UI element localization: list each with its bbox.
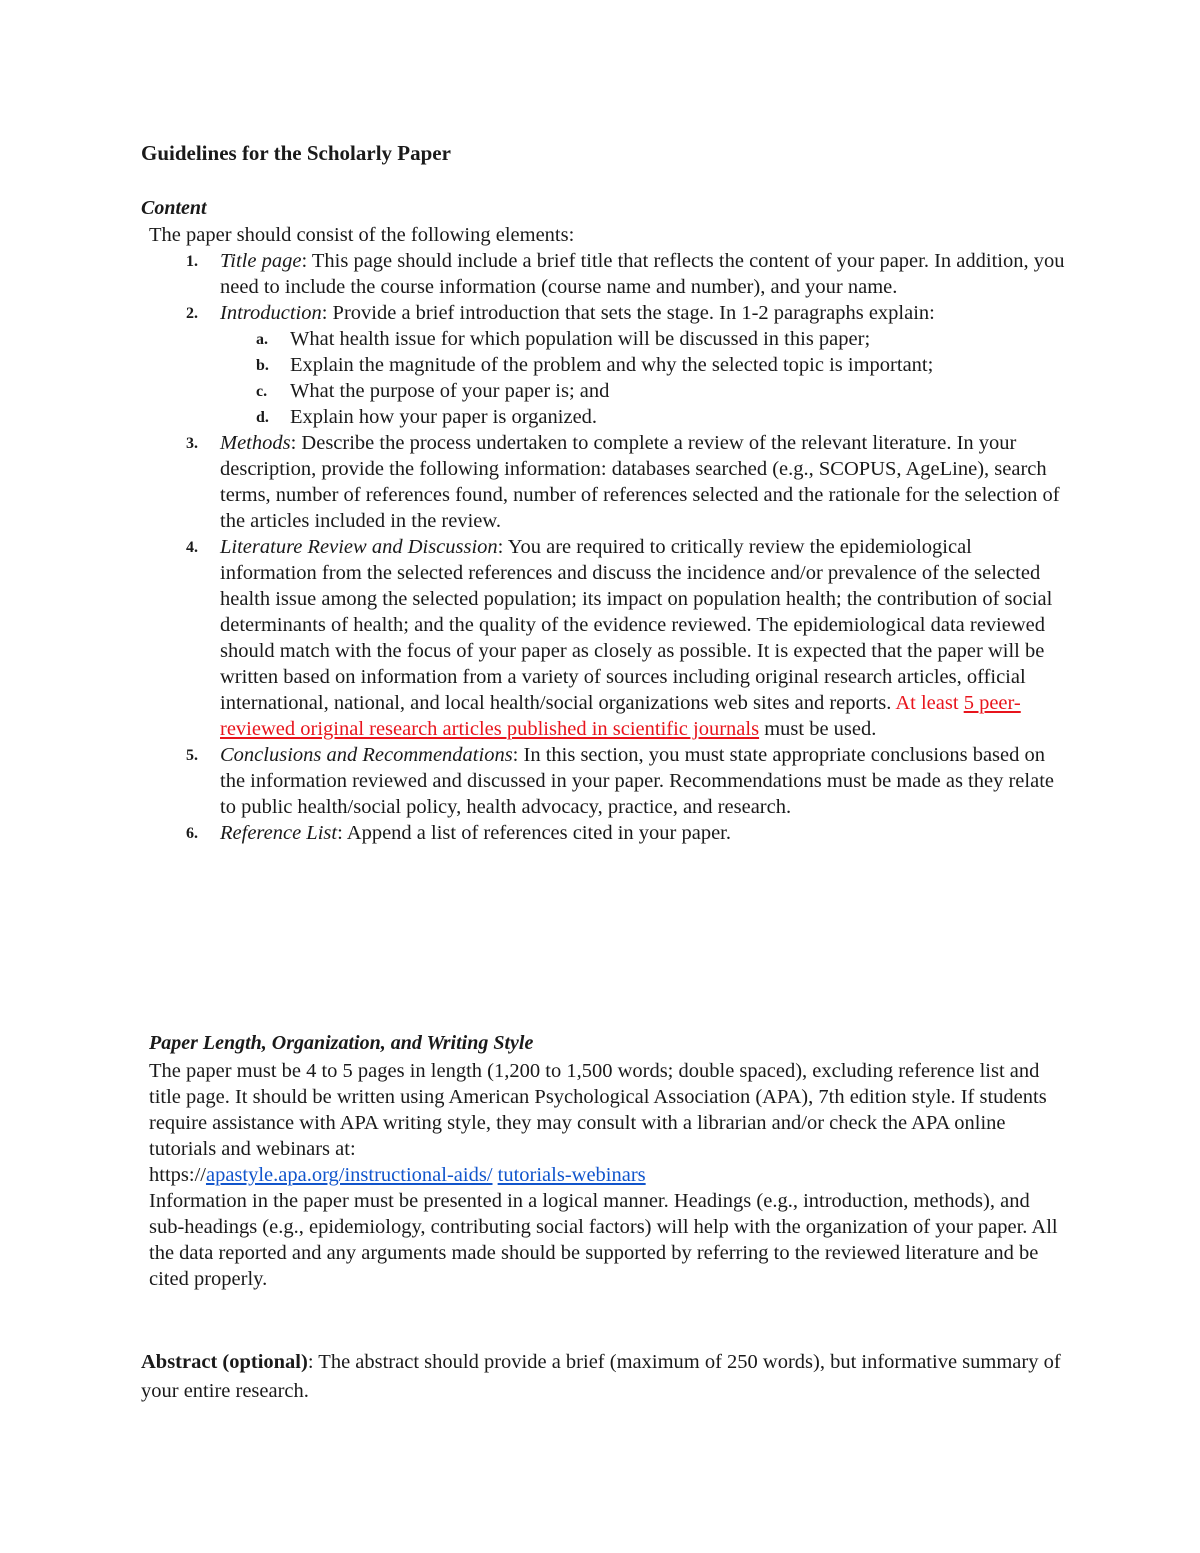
list-item-introduction	[150, 300, 1070, 430]
item-text: : Append a list of references cited in your paper.	[337, 822, 731, 844]
list-number: 5.	[186, 747, 198, 764]
sublist-item	[220, 404, 1070, 430]
list-item-title-page	[150, 248, 1070, 300]
list-number: 6.	[186, 825, 198, 842]
organization-paragraph: Information in the paper must be presented in a logical manner. Headings (e.g., introduction, methods), and sub-headings (e.g., epidemiology, contributing social factors) will help with the organization of your paper. All the data reported and any arguments made should be supported by referring to the reviewed literature and be cited properly.	[149, 1190, 1058, 1290]
list-number: 2.	[186, 305, 198, 322]
sublist-text: What the purpose of your paper is; and	[290, 380, 610, 402]
item-text: : This page should include a brief title that reflects the content of your paper. In addition, you need to include the course information (course name and number), and your name.	[220, 250, 1065, 298]
item-text: : You are required to critically review the epidemiological information from the selected references and discuss the incidence and/or prevalence of the selected health issue among the selected population; its impact on population health; the contribution of social determinants of health; and the quality of the evidence reviewed. The epidemiological data reviewed should match with the focus of your paper as closely as possible. It is expected that the paper will be written based on information from a variety of sources including original research articles, official international, national, and local health/social organizations web sites and reports.	[220, 536, 1053, 714]
list-number: 1.	[186, 253, 198, 270]
list-number: 3.	[186, 435, 198, 452]
apa-instructional-aids-link[interactable]: apastyle.apa.org/instructional-aids/	[205, 1164, 493, 1186]
item-text: : Describe the process undertaken to complete a review of the relevant literature. In your description, provide the following information: databases searched (e.g., SCOPUS, AgeLine), search terms, number of references found, number of references selected and the rationale for the selection of the articles included in the review.	[220, 432, 1060, 532]
item-label: Reference List	[220, 822, 338, 844]
sublist-item	[220, 326, 1070, 352]
sublist-letter: c.	[256, 383, 268, 400]
introduction-sublist	[220, 326, 1070, 430]
apa-tutorials-webinars-link[interactable]: tutorials-webinars	[497, 1164, 646, 1186]
requirement-highlight: At least	[895, 692, 964, 714]
list-item-conclusions	[150, 742, 1070, 820]
sublist-item	[220, 352, 1070, 378]
item-label: Title page	[220, 250, 302, 272]
list-item-methods	[150, 430, 1070, 534]
sublist-letter: a.	[256, 331, 268, 348]
sublist-text: Explain the magnitude of the problem and why the selected topic is important;	[290, 354, 934, 376]
paragraph-text: The paper must be 4 to 5 pages in length (1,200 to 1,500 words; double spaced), excluding reference list and title page. It should be written using American Psychological Association (APA), 7th edition style. If students require assistance with APA writing style, they may consult with a librarian and/or check the APA online tutorials and webinars at:	[149, 1060, 1047, 1160]
item-text: : In this section, you must state appropriate conclusions based on the information reviewed and discussed in your paper. Recommendations must be made as they relate to public health/social policy, health advocacy, practice, and research.	[220, 744, 1054, 818]
item-text-after: must be used.	[759, 718, 877, 740]
sublist-item	[220, 378, 1070, 404]
list-number: 4.	[186, 539, 198, 556]
item-text: : Provide a brief introduction that sets the stage. In 1-2 paragraphs explain:	[321, 302, 935, 324]
list-item-reference-list	[150, 820, 1070, 846]
abstract-label: Abstract (optional)	[141, 1351, 308, 1373]
item-label: Literature Review and Discussion	[220, 536, 498, 558]
abstract-paragraph	[141, 1348, 1081, 1406]
elements-list	[150, 248, 1070, 846]
sublist-text: Explain how your paper is organized.	[290, 406, 598, 428]
abstract-text: : The abstract should provide a brief (maximum of 250 words), but informative summary of your entire research.	[141, 1351, 1061, 1402]
requirement-highlight-underlined: 5 peer-reviewed original research articles published in scientific journals	[220, 692, 1021, 740]
item-label: Methods	[220, 432, 291, 454]
item-label: Conclusions and Recommendations	[220, 744, 513, 766]
sublist-letter: b.	[256, 357, 269, 374]
list-item-literature-review	[150, 534, 1070, 742]
url-prefix: https://	[149, 1164, 206, 1186]
item-label: Introduction	[220, 302, 322, 324]
paper-length-body	[149, 1058, 1069, 1292]
sublist-letter: d.	[256, 409, 269, 426]
sublist-text: What health issue for which population will be discussed in this paper;	[290, 328, 871, 350]
content-intro: The paper should consist of the following elements:	[149, 224, 575, 246]
paper-length-paragraph	[149, 1058, 1069, 1188]
paper-length-heading: Paper Length, Organization, and Writing Style	[149, 1032, 534, 1054]
document-title: Guidelines for the Scholarly Paper	[141, 141, 451, 165]
content-heading: Content	[141, 197, 207, 219]
